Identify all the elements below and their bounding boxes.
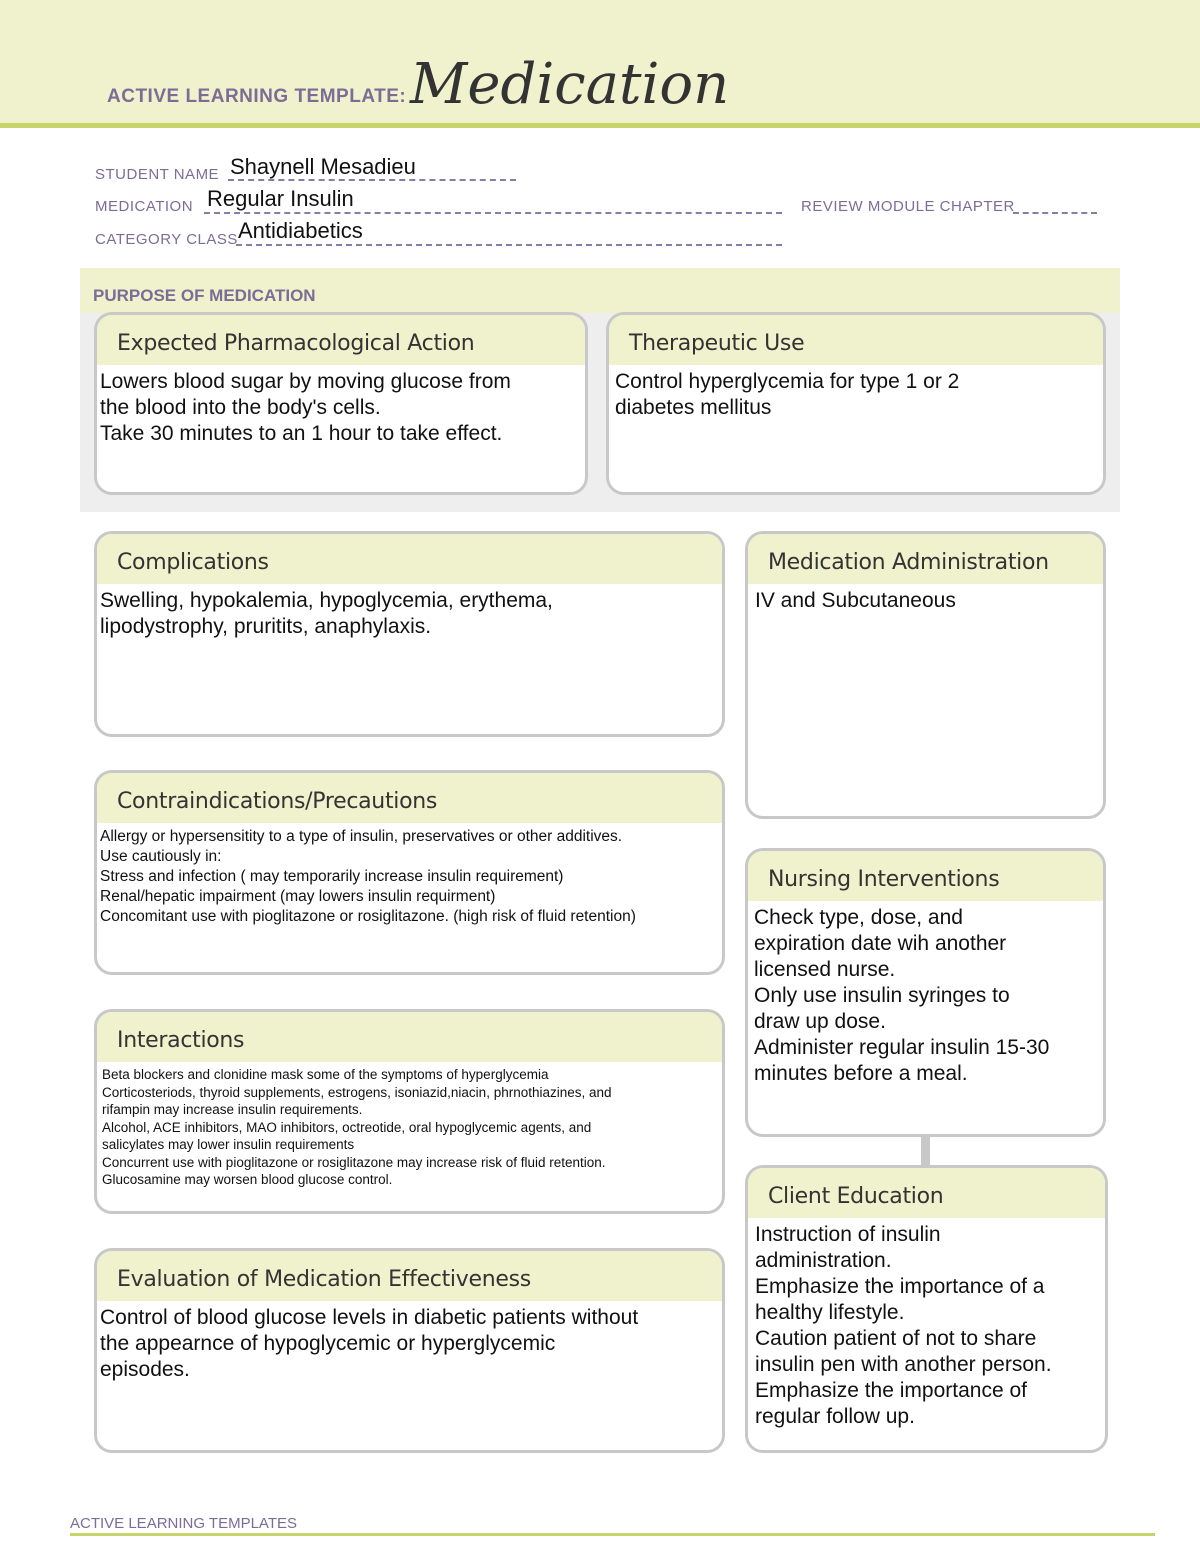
evaluation-box bbox=[94, 1248, 725, 1453]
review-module-label: REVIEW MODULE CHAPTER bbox=[801, 198, 1015, 215]
box-text[interactable]: Beta blockers and clonidine mask some of the symptoms of hyperglycemia Corticosteriods, thyroid supplements, estrogens, isoniazid,niacin, phrnothiazines, and rifampin may increase insulin requirements. Alcohol, ACE inhibitors, MAO inhibitors, octreotide, oral hypoglycemic agents, and salicylates may lower insulin requirements Concurrent use with pioglitazone or rosiglitazone may increase risk of fluid retention. Glucosamine may worsen blood glucose control. bbox=[102, 1067, 612, 1187]
interactions-box bbox=[94, 1009, 725, 1214]
expected-action-box bbox=[94, 312, 588, 495]
box-title: Therapeutic Use bbox=[609, 315, 1103, 365]
student-name-field[interactable]: Shaynell Mesadieu bbox=[230, 154, 416, 179]
box-title: Nursing Interventions bbox=[748, 851, 1103, 901]
box-title: Client Education bbox=[748, 1168, 1105, 1218]
medication-line bbox=[204, 212, 782, 214]
footer-line bbox=[70, 1533, 1155, 1536]
box-text[interactable]: Allergy or hypersensitity to a type of insulin, preservatives or other additives. Use cautiously in: Stress and infection ( may temporarily increase insulin requirement) Renal/hepatic impairment (may lowers insulin requirment) Concomitant use with pioglitazone or rosiglitazone. (high risk of fluid retention) bbox=[100, 828, 636, 925]
category-line bbox=[236, 244, 782, 246]
contraindications-box bbox=[94, 770, 725, 975]
footer-label: ACTIVE LEARNING TEMPLATES bbox=[70, 1515, 297, 1532]
box-title: Expected Pharmacological Action bbox=[97, 315, 585, 365]
box-text[interactable]: Control of blood glucose levels in diabetic patients without the appearnce of hypoglycemic or hyperglycemic episodes. bbox=[100, 1306, 639, 1381]
therapeutic-use-box bbox=[606, 312, 1106, 495]
box-text[interactable]: Control hyperglycemia for type 1 or 2 diabetes mellitus bbox=[615, 370, 960, 419]
administration-box bbox=[745, 531, 1106, 819]
category-field[interactable]: Antidiabetics bbox=[238, 218, 363, 243]
connector bbox=[921, 1134, 930, 1168]
box-title: Interactions bbox=[97, 1012, 722, 1062]
complications-box bbox=[94, 531, 725, 737]
box-text[interactable]: Check type, dose, and expiration date wih another licensed nurse. Only use insulin syringes to draw up dose. Administer regular insulin 15-30 minutes before a meal. bbox=[754, 906, 1050, 1085]
box-title: Medication Administration bbox=[748, 534, 1103, 584]
box-title: Contraindications/Precautions bbox=[97, 773, 722, 823]
purpose-label: PURPOSE OF MEDICATION bbox=[93, 286, 316, 305]
box-text[interactable]: Instruction of insulin administration. Emphasize the importance of a healthy lifestyle. Caution patient of not to share insulin pen with another person. Emphasize the importance of regular follow up. bbox=[755, 1223, 1052, 1428]
client-education-box bbox=[745, 1165, 1108, 1453]
box-title: Complications bbox=[97, 534, 722, 584]
box-text[interactable]: IV and Subcutaneous bbox=[755, 589, 956, 612]
template-label: ACTIVE LEARNING TEMPLATE: bbox=[107, 86, 407, 107]
box-text[interactable]: Lowers blood sugar by moving glucose from the blood into the body's cells. Take 30 minutes to an 1 hour to take effect. bbox=[100, 370, 511, 445]
student-name-label: STUDENT NAME bbox=[95, 166, 220, 183]
nursing-interventions-box bbox=[745, 848, 1106, 1137]
box-text[interactable]: Swelling, hypokalemia, hypoglycemia, erythema, lipodystrophy, pruritits, anaphylaxis. bbox=[100, 589, 553, 638]
box-title: Evaluation of Medication Effectiveness bbox=[97, 1251, 722, 1301]
page-title: Medication bbox=[410, 52, 730, 117]
review-module-field[interactable] bbox=[1013, 212, 1097, 214]
medication-label: MEDICATION bbox=[95, 198, 194, 215]
medication-field[interactable]: Regular Insulin bbox=[207, 186, 354, 211]
category-label: CATEGORY CLASS bbox=[95, 231, 238, 248]
